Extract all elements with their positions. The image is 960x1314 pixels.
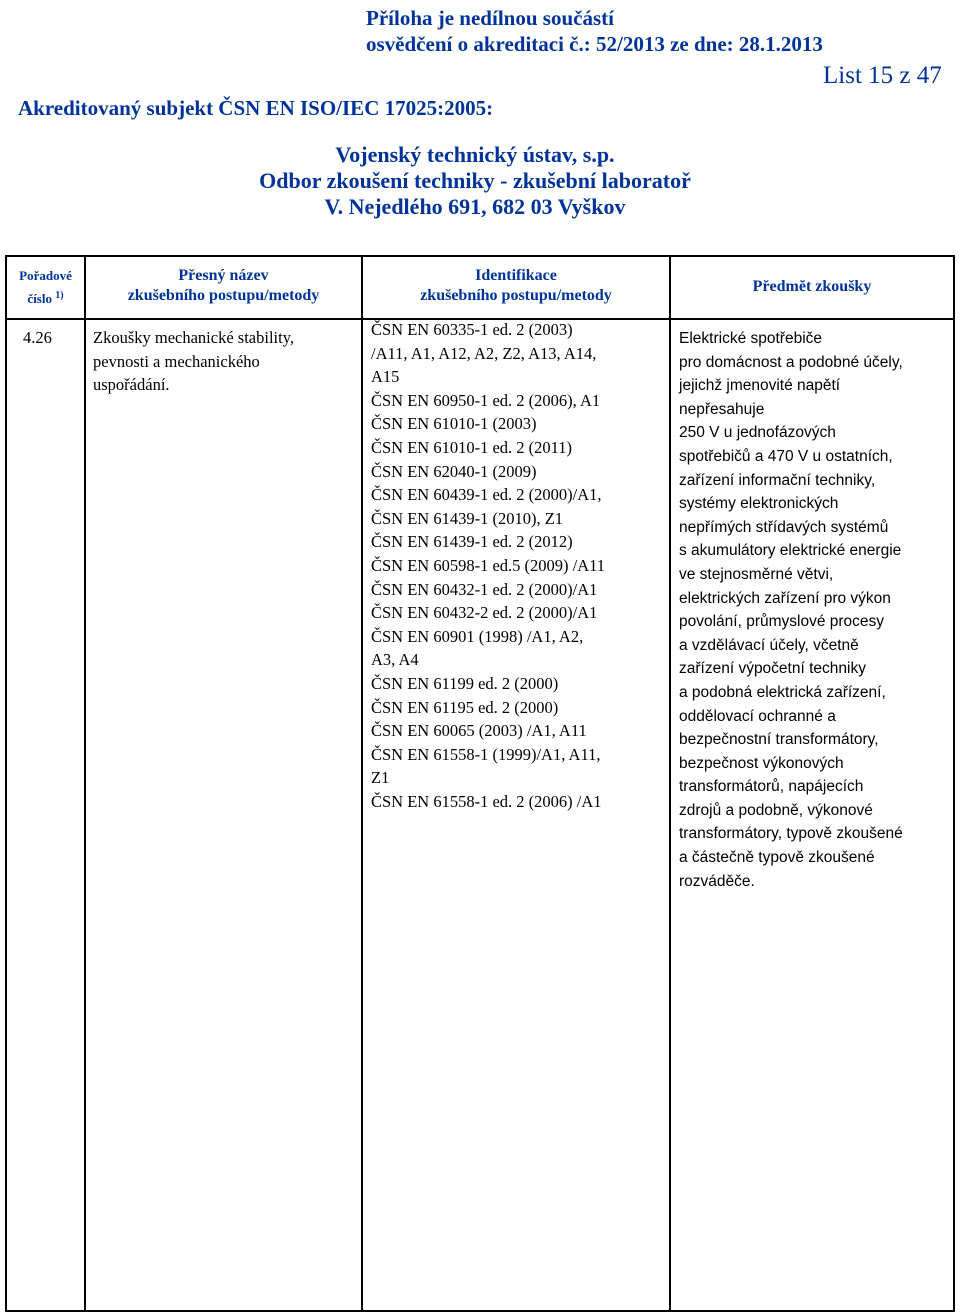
standard-reference-line: ČSN EN 60432-1 ed. 2 (2000)/A1	[371, 579, 598, 599]
test-subject-line: pro domácnost a podobné účely,	[679, 353, 903, 371]
standard-reference-line: ČSN EN 61195 ed. 2 (2000)	[371, 697, 559, 717]
test-subject-line: Elektrické spotřebiče	[679, 330, 823, 347]
method-name-line: pevnosti a mechanického	[93, 351, 260, 371]
standard-reference-line: ČSN EN 60432-2 ed. 2 (2000)/A1	[371, 603, 598, 623]
test-subject-line: elektrických zařízení pro výkon	[679, 589, 891, 607]
table-left-border	[5, 255, 7, 1312]
row-number: 4.26	[23, 328, 52, 347]
test-subject-line: nepřesahuje	[679, 400, 765, 418]
table-top-border	[5, 255, 955, 257]
header-order-number-label: číslo	[27, 291, 52, 306]
test-subject-line: zařízení výpočetní techniky	[679, 660, 866, 678]
standard-reference-line: ČSN EN 60335-1 ed. 2 (2003)	[371, 320, 573, 339]
test-subject-line: zařízení informační techniky,	[679, 471, 876, 489]
header-order-number	[7, 266, 84, 309]
test-subject-line: s akumulátory elektrické energie	[679, 542, 902, 560]
standard-reference-line: ČSN EN 60439-1 ed. 2 (2000)/A1,	[371, 485, 602, 505]
test-subject-line: a vzdělávací účely, včetně	[679, 636, 859, 654]
test-subject-line: bezpečnost výkonových	[679, 754, 844, 772]
header-order-number-line1: Pořadové	[19, 268, 72, 283]
standard-reference-line: ČSN EN 61439-1 ed. 2 (2012)	[371, 532, 573, 552]
column-divider-3	[669, 255, 671, 1312]
standard-reference-line: /A11, A1, A12, A2, Z2, A13, A14,	[371, 343, 597, 363]
test-subject-line: 250 V u jednofázových	[679, 424, 836, 442]
test-subject-line: a podobná elektrická zařízení,	[679, 683, 886, 701]
organization-name: Vojenský technický ústav, s.p.	[335, 142, 615, 167]
header-method-name	[86, 266, 361, 306]
test-subject-line: systémy elektronických	[679, 495, 839, 513]
table-right-border	[953, 255, 955, 1312]
test-subject-line: spotřebičů a 470 V u ostatních,	[679, 447, 893, 465]
test-subject-line: zdrojů a podobně, výkonové	[679, 801, 873, 819]
standard-reference-line: ČSN EN 61558-1 ed. 2 (2006) /A1	[371, 791, 602, 811]
organization-block	[180, 142, 770, 220]
standard-reference-line: ČSN EN 61010-1 (2003)	[371, 414, 537, 434]
header-test-subject	[671, 277, 953, 297]
organization-address: V. Nejedlého 691, 682 03 Vyškov	[324, 194, 626, 219]
accredited-subject: Akreditovaný subjekt ČSN EN ISO/IEC 17025:2005:	[18, 96, 494, 120]
header-method-identification-line1: Identifikace	[475, 267, 557, 284]
header-method-name-line2: zkušebního postupu/metody	[127, 287, 320, 304]
table-bottom-border	[5, 1310, 955, 1312]
organization-department: Odbor zkoušení techniky - zkušební laboratoř	[259, 168, 691, 193]
standard-reference-line: ČSN EN 60901 (1998) /A1, A2,	[371, 626, 584, 646]
standard-reference-line: ČSN EN 60950-1 ed. 2 (2006), A1	[371, 390, 601, 410]
page-number: List 15 z 47	[823, 62, 942, 89]
method-identification	[371, 318, 605, 813]
standard-reference-line: ČSN EN 61010-1 ed. 2 (2011)	[371, 437, 573, 457]
standard-reference-line: ČSN EN 61439-1 (2010), Z1	[371, 508, 564, 528]
test-subject-line: ve stejnosměrné větvi,	[679, 565, 834, 583]
test-subject-line: rozváděče.	[679, 872, 755, 890]
standard-reference-line: A15	[371, 367, 400, 387]
test-subject-line: nepřímých střídavých systémů	[679, 518, 889, 536]
standard-reference-line: A3, A4	[371, 650, 419, 670]
header-test-subject-label: Předmět zkoušky	[752, 278, 872, 295]
standard-reference-line: ČSN EN 61199 ed. 2 (2000)	[371, 673, 559, 693]
header-order-number-line2	[7, 286, 84, 309]
standard-reference-line: ČSN EN 60598-1 ed.5 (2009) /A11	[371, 555, 606, 575]
standard-reference-line: ČSN EN 61558-1 (1999)/A1, A11,	[371, 744, 601, 764]
column-divider-1	[84, 255, 86, 1312]
test-subject-line: jejichž jmenovité napětí	[679, 377, 841, 395]
standard-reference-line: ČSN EN 60065 (2003) /A1, A11	[371, 721, 587, 741]
test-subject-line: transformátory, typově zkoušené	[679, 825, 903, 843]
accreditation-reference: osvědčení o akreditaci č.: 52/2013 ze dne: 28.1.2013	[366, 32, 823, 56]
header-method-identification-line2: zkušebního postupu/metody	[420, 287, 612, 304]
method-name	[93, 326, 294, 397]
method-name-line: Zkoušky mechanické stability,	[93, 328, 295, 347]
header-method-name-line1: Přesný název	[178, 267, 269, 284]
test-subject	[679, 327, 903, 893]
test-subject-line: transformátorů, napájecích	[679, 778, 864, 796]
header-method-identification	[363, 266, 669, 306]
method-name-line: uspořádání.	[93, 375, 170, 395]
standard-reference-line: Z1	[371, 768, 390, 788]
standard-reference-line: ČSN EN 62040-1 (2009)	[371, 461, 537, 481]
test-subject-line: bezpečnostní transformátory,	[679, 731, 879, 749]
test-subject-line: povolání, průmyslové procesy	[679, 613, 885, 631]
annex-title: Příloha je nedílnou součástí	[366, 6, 614, 30]
test-subject-line: oddělovací ochranné a	[679, 707, 836, 725]
column-divider-2	[361, 255, 363, 1312]
footnote-marker: 1)	[55, 290, 64, 301]
test-subject-line: a částečně typově zkoušené	[679, 849, 875, 867]
